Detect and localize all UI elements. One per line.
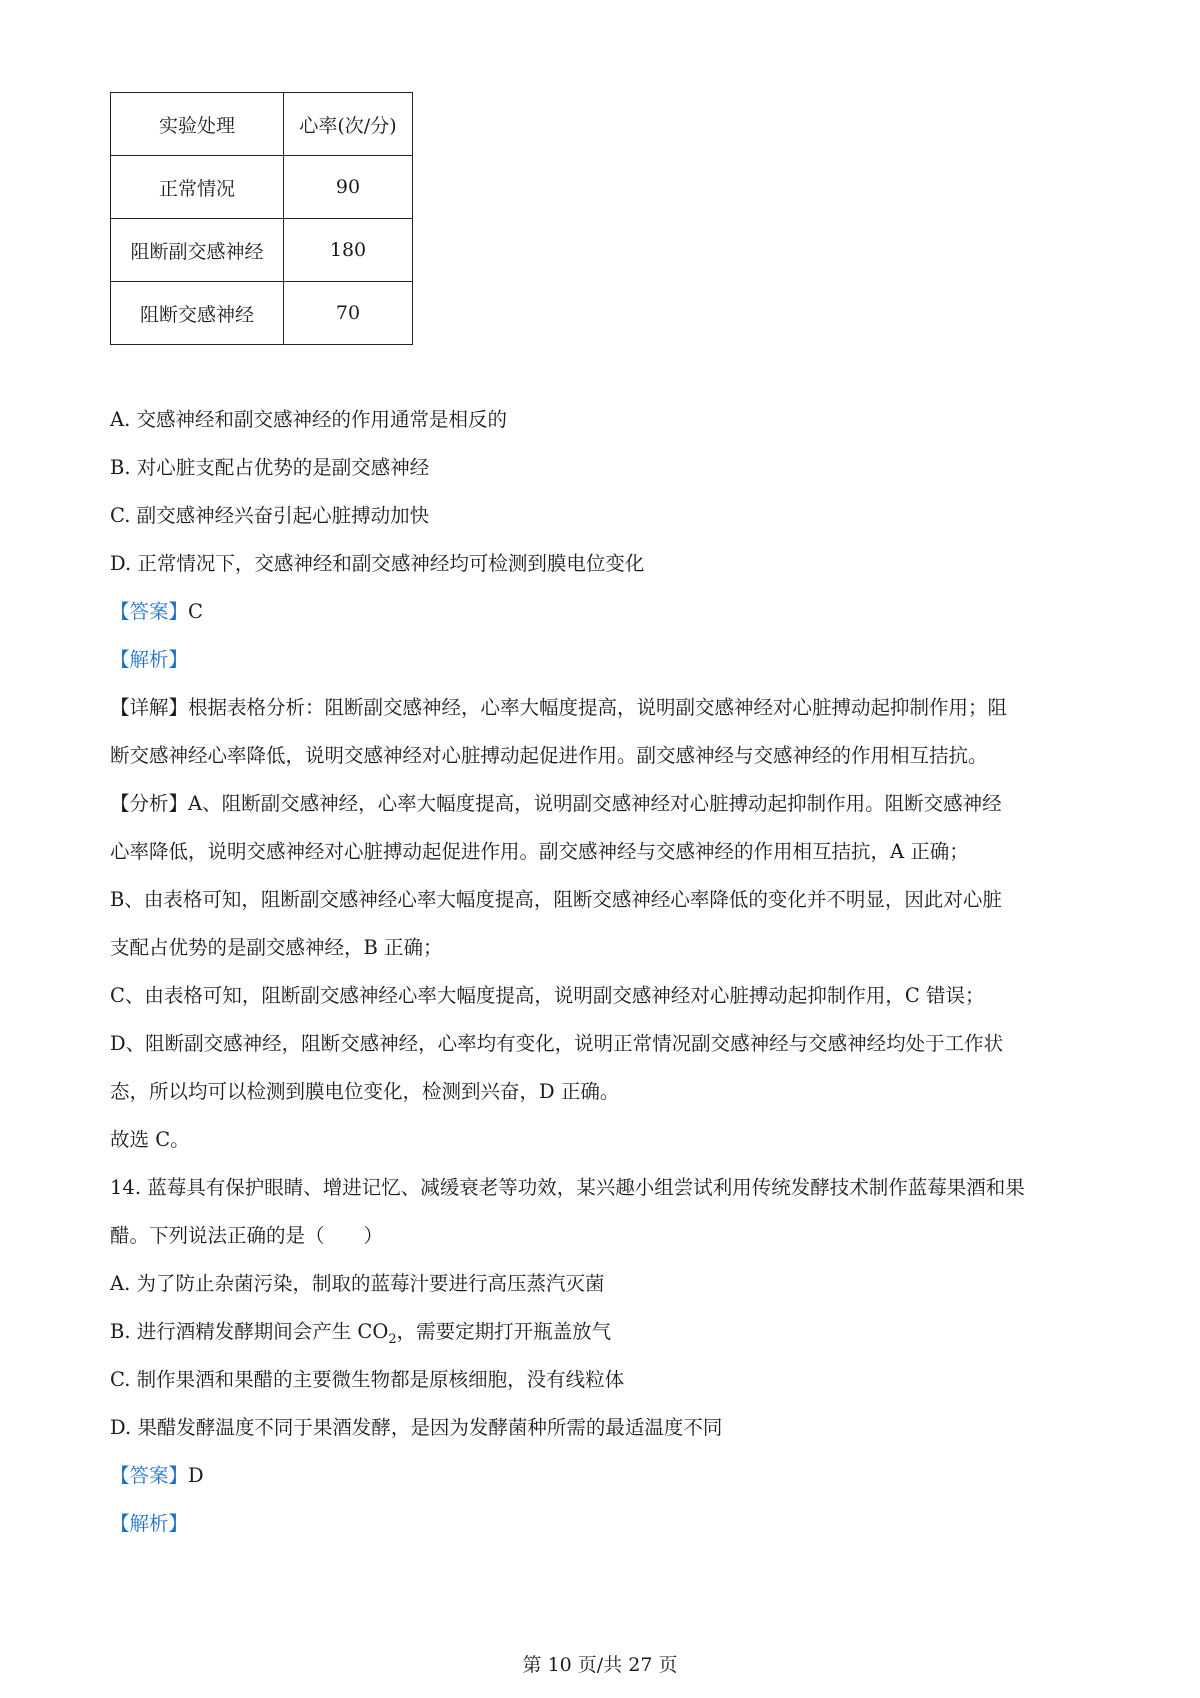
- option-b-text: B. 进行酒精发酵期间会产生 CO: [110, 1320, 389, 1343]
- q13-fenxi-line: 支配占优势的是副交感神经，B 正确；: [110, 936, 443, 959]
- q13-detail-line: 断交感神经心率降低，说明交感神经对心脏搏动起促进作用。副交感神经与交感神经的作用相互拮抗。: [110, 744, 988, 767]
- q13-fenxi-line: [110, 790, 1100, 818]
- table-cell: 70: [284, 282, 413, 345]
- table-row: [111, 282, 413, 345]
- q13-fenxi-line: D、阻断副交感神经，阻断交感神经，心率均有变化，说明正常情况副交感神经与交感神经均处于工作状: [110, 1032, 1004, 1055]
- table-cell: 阻断副交感神经: [111, 219, 284, 282]
- q13-option-c: C. 副交感神经兴奋引起心脏搏动加快: [110, 504, 430, 527]
- table-cell: 正常情况: [111, 156, 284, 219]
- q14-option-b: [110, 1318, 1100, 1354]
- q14-stem-line: 14. 蓝莓具有保护眼睛、增进记忆、减缓衰老等功效，某兴趣小组尝试利用传统发酵技术制作蓝莓果酒和果: [110, 1176, 1025, 1199]
- analysis-tag: 【解析】: [110, 648, 189, 671]
- q14-stem-line: 醋。下列说法正确的是（ ）: [110, 1224, 384, 1247]
- q13-option-b: B. 对心脏支配占优势的是副交感神经: [110, 456, 430, 479]
- table-header-cell: 实验处理: [111, 93, 284, 156]
- co2-subscript: 2: [388, 1331, 397, 1347]
- answer-tag: 【答案】: [110, 1464, 189, 1487]
- q13-option-a: A. 交感神经和副交感神经的作用通常是相反的: [110, 408, 507, 431]
- table-header-row: [111, 93, 413, 156]
- q13-option-d: D. 正常情况下，交感神经和副交感神经均可检测到膜电位变化: [110, 552, 645, 575]
- answer-value: C: [188, 600, 203, 623]
- q14-option-a: A. 为了防止杂菌污染，制取的蓝莓汁要进行高压蒸汽灭菌: [110, 1272, 605, 1295]
- experiment-table: [110, 92, 413, 345]
- page-footer: 第 10 页/共 27 页: [522, 1654, 678, 1676]
- table-cell: 90: [284, 156, 413, 219]
- fenxi-text: A、阻断副交感神经，心率大幅度提高，说明副交感神经对心脏搏动起抑制作用。阻断交感神经: [188, 792, 1002, 815]
- q14-answer: [110, 1462, 1100, 1490]
- fenxi-tag: 【分析】: [110, 792, 189, 815]
- table-cell: 180: [284, 219, 413, 282]
- q14-option-d: D. 果醋发酵温度不同于果酒发酵，是因为发酵菌种所需的最适温度不同: [110, 1416, 723, 1439]
- answer-tag: 【答案】: [110, 600, 189, 623]
- table-header-cell: 心率(次/分): [284, 93, 413, 156]
- option-b-text-rest: ，需要定期打开瓶盖放气: [396, 1320, 612, 1343]
- q14-option-c: C. 制作果酒和果醋的主要微生物都是原核细胞，没有线粒体: [110, 1368, 625, 1391]
- answer-value: D: [188, 1464, 204, 1487]
- detail-text: 根据表格分析：阻断副交感神经，心率大幅度提高，说明副交感神经对心脏搏动起抑制作用；阻: [188, 696, 1008, 719]
- q13-fenxi-line: 态，所以均可以检测到膜电位变化，检测到兴奋，D 正确。: [110, 1080, 620, 1103]
- q13-conclusion: 故选 C。: [110, 1128, 190, 1151]
- table-row: [111, 156, 413, 219]
- detail-tag: 【详解】: [110, 696, 189, 719]
- table-cell: 阻断交感神经: [111, 282, 284, 345]
- q13-detail-line: [110, 694, 1100, 722]
- q13-fenxi-line: 心率降低，说明交感神经对心脏搏动起促进作用。副交感神经与交感神经的作用相互拮抗，A 正确；: [110, 840, 969, 863]
- q13-fenxi-line: B、由表格可知，阻断副交感神经心率大幅度提高，阻断交感神经心率降低的变化并不明显，因此对心脏: [110, 888, 1002, 911]
- q13-fenxi-line: C、由表格可知，阻断副交感神经心率大幅度提高，说明副交感神经对心脏搏动起抑制作用，C 错误；: [110, 984, 985, 1007]
- analysis-tag: 【解析】: [110, 1512, 189, 1535]
- q14-analysis-heading: [110, 1510, 1100, 1538]
- table-row: [111, 219, 413, 282]
- q13-answer: [110, 598, 1100, 626]
- q13-analysis-heading: [110, 646, 1100, 674]
